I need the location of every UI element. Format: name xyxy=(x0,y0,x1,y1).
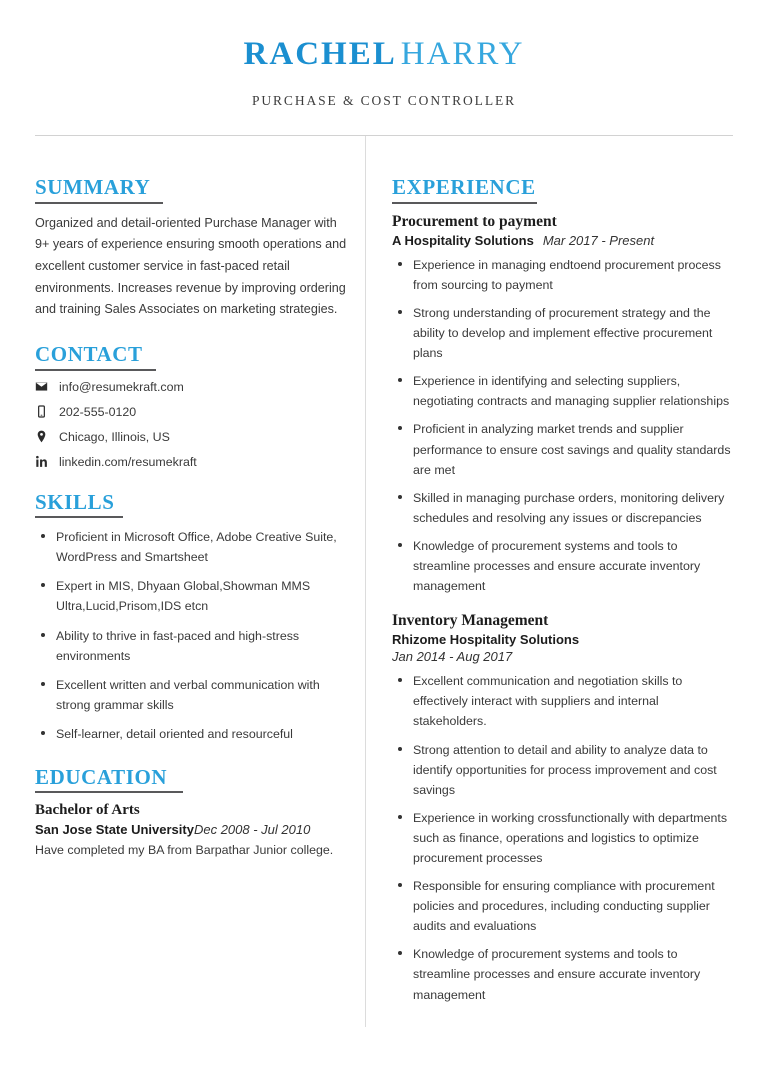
experience-job xyxy=(392,213,733,596)
list-item: Ability to thrive in fast-paced and high-stress environments xyxy=(35,626,347,666)
candidate-last-name: HARRY xyxy=(400,36,525,72)
location-pin-icon xyxy=(35,430,55,443)
summary-section xyxy=(35,176,347,321)
list-item: Skilled in managing purchase orders, monitoring delivery schedules and resolving any issues or discrepancies xyxy=(392,488,733,528)
job-title: Inventory Management xyxy=(392,612,549,630)
job-meta xyxy=(392,233,733,248)
list-item: Excellent communication and negotiation skills to effectively interact with suppliers and internal stakeholders. xyxy=(392,671,733,731)
contact-heading: CONTACT xyxy=(35,342,143,367)
resume-columns xyxy=(0,136,768,1026)
list-item: Proficient in Microsoft Office, Adobe Creative Suite, WordPress and Smartsheet xyxy=(35,527,347,567)
summary-heading: SUMMARY xyxy=(35,175,151,200)
education-school: San Jose State University xyxy=(35,822,194,838)
job-date: Mar 2017 - Present xyxy=(542,232,655,248)
job-meta xyxy=(392,632,733,664)
list-item: Experience in identifying and selecting suppliers, negotiating contracts and managing supplier relationships xyxy=(392,371,733,411)
education-heading-underline xyxy=(35,791,183,793)
skills-heading: SKILLS xyxy=(35,489,115,514)
list-item: Expert in MIS, Dhyaan Global,Showman MMS Ultra,Lucid,Prisom,IDS etcn xyxy=(35,576,347,616)
list-item: Strong attention to detail and ability to analyze data to identify opportunities for process improvement and cost savings xyxy=(392,740,733,800)
contact-location-value: Chicago, Illinois, US xyxy=(59,429,170,444)
list-item: Experience in managing endtoend procurement process from sourcing to payment xyxy=(392,255,733,295)
contact-item-email[interactable] xyxy=(35,380,347,394)
candidate-first-name: RACHEL xyxy=(243,36,397,72)
skills-heading-underline xyxy=(35,516,123,518)
contact-list xyxy=(35,380,347,469)
candidate-name xyxy=(0,36,768,72)
contact-section xyxy=(35,343,347,469)
contact-email-value: info@resumekraft.com xyxy=(59,379,184,394)
experience-section xyxy=(392,176,733,1004)
job-bullet-list xyxy=(392,671,733,1004)
education-heading: EDUCATION xyxy=(35,764,168,789)
candidate-job-title: PURCHASE & COST CONTROLLER xyxy=(251,93,517,109)
job-bullet-list xyxy=(392,255,733,596)
experience-heading: EXPERIENCE xyxy=(392,175,536,200)
contact-item-linkedin[interactable] xyxy=(35,455,347,469)
list-item: Self-learner, detail oriented and resourceful xyxy=(35,724,347,744)
right-column xyxy=(366,136,733,1026)
list-item: Excellent written and verbal communication with strong grammar skills xyxy=(35,675,347,715)
experience-job xyxy=(392,612,733,1004)
education-section xyxy=(35,766,347,861)
education-school-line xyxy=(35,822,347,837)
summary-heading-underline xyxy=(35,202,163,204)
list-item: Knowledge of procurement systems and tools to streamline processes and ensure accurate inventory management xyxy=(392,536,733,596)
job-title: Procurement to payment xyxy=(392,212,557,230)
linkedin-icon xyxy=(35,455,55,468)
education-description: Have completed my BA from Barpathar Junior college. xyxy=(35,843,334,858)
list-item: Strong understanding of procurement strategy and the ability to develop and implement effective procurement plans xyxy=(392,303,733,363)
contact-linkedin-value: linkedin.com/resumekraft xyxy=(59,454,197,469)
list-item: Knowledge of procurement systems and tools to streamline processes and ensure accurate inventory management xyxy=(392,944,733,1004)
contact-phone-value: 202-555-0120 xyxy=(59,404,137,419)
list-item: Responsible for ensuring compliance with procurement policies and procedures, including conducting supplier audits and evaluations xyxy=(392,876,733,936)
skills-section xyxy=(35,491,347,744)
job-date: Jan 2014 - Aug 2017 xyxy=(392,649,513,665)
education-degree: Bachelor of Arts xyxy=(35,802,140,819)
list-item: Proficient in analyzing market trends and supplier performance to ensure cost savings and quality standards are met xyxy=(392,419,733,479)
skills-list xyxy=(35,527,347,744)
job-company: Rhizome Hospitality Solutions xyxy=(392,632,580,648)
summary-text: Organized and detail-oriented Purchase Manager with 9+ years of experience ensuring smooth operations and excellent customer service in fast-paced retail environments. Increases revenue by improving ordering and training Sales Associates on marketing strategies. xyxy=(35,215,347,317)
contact-item-phone[interactable] xyxy=(35,405,347,419)
contact-heading-underline xyxy=(35,369,156,371)
job-company: A Hospitality Solutions xyxy=(392,232,534,248)
phone-icon xyxy=(35,405,55,418)
education-date: Dec 2008 - Jul 2010 xyxy=(193,822,311,838)
list-item: Experience in working crossfunctionally with departments such as finance, operations and logistics to optimize procurement processes xyxy=(392,808,733,868)
envelope-icon xyxy=(35,380,55,393)
contact-item-location[interactable] xyxy=(35,430,347,444)
resume-header xyxy=(0,0,768,109)
left-column xyxy=(35,136,365,883)
experience-heading-underline xyxy=(392,202,537,204)
